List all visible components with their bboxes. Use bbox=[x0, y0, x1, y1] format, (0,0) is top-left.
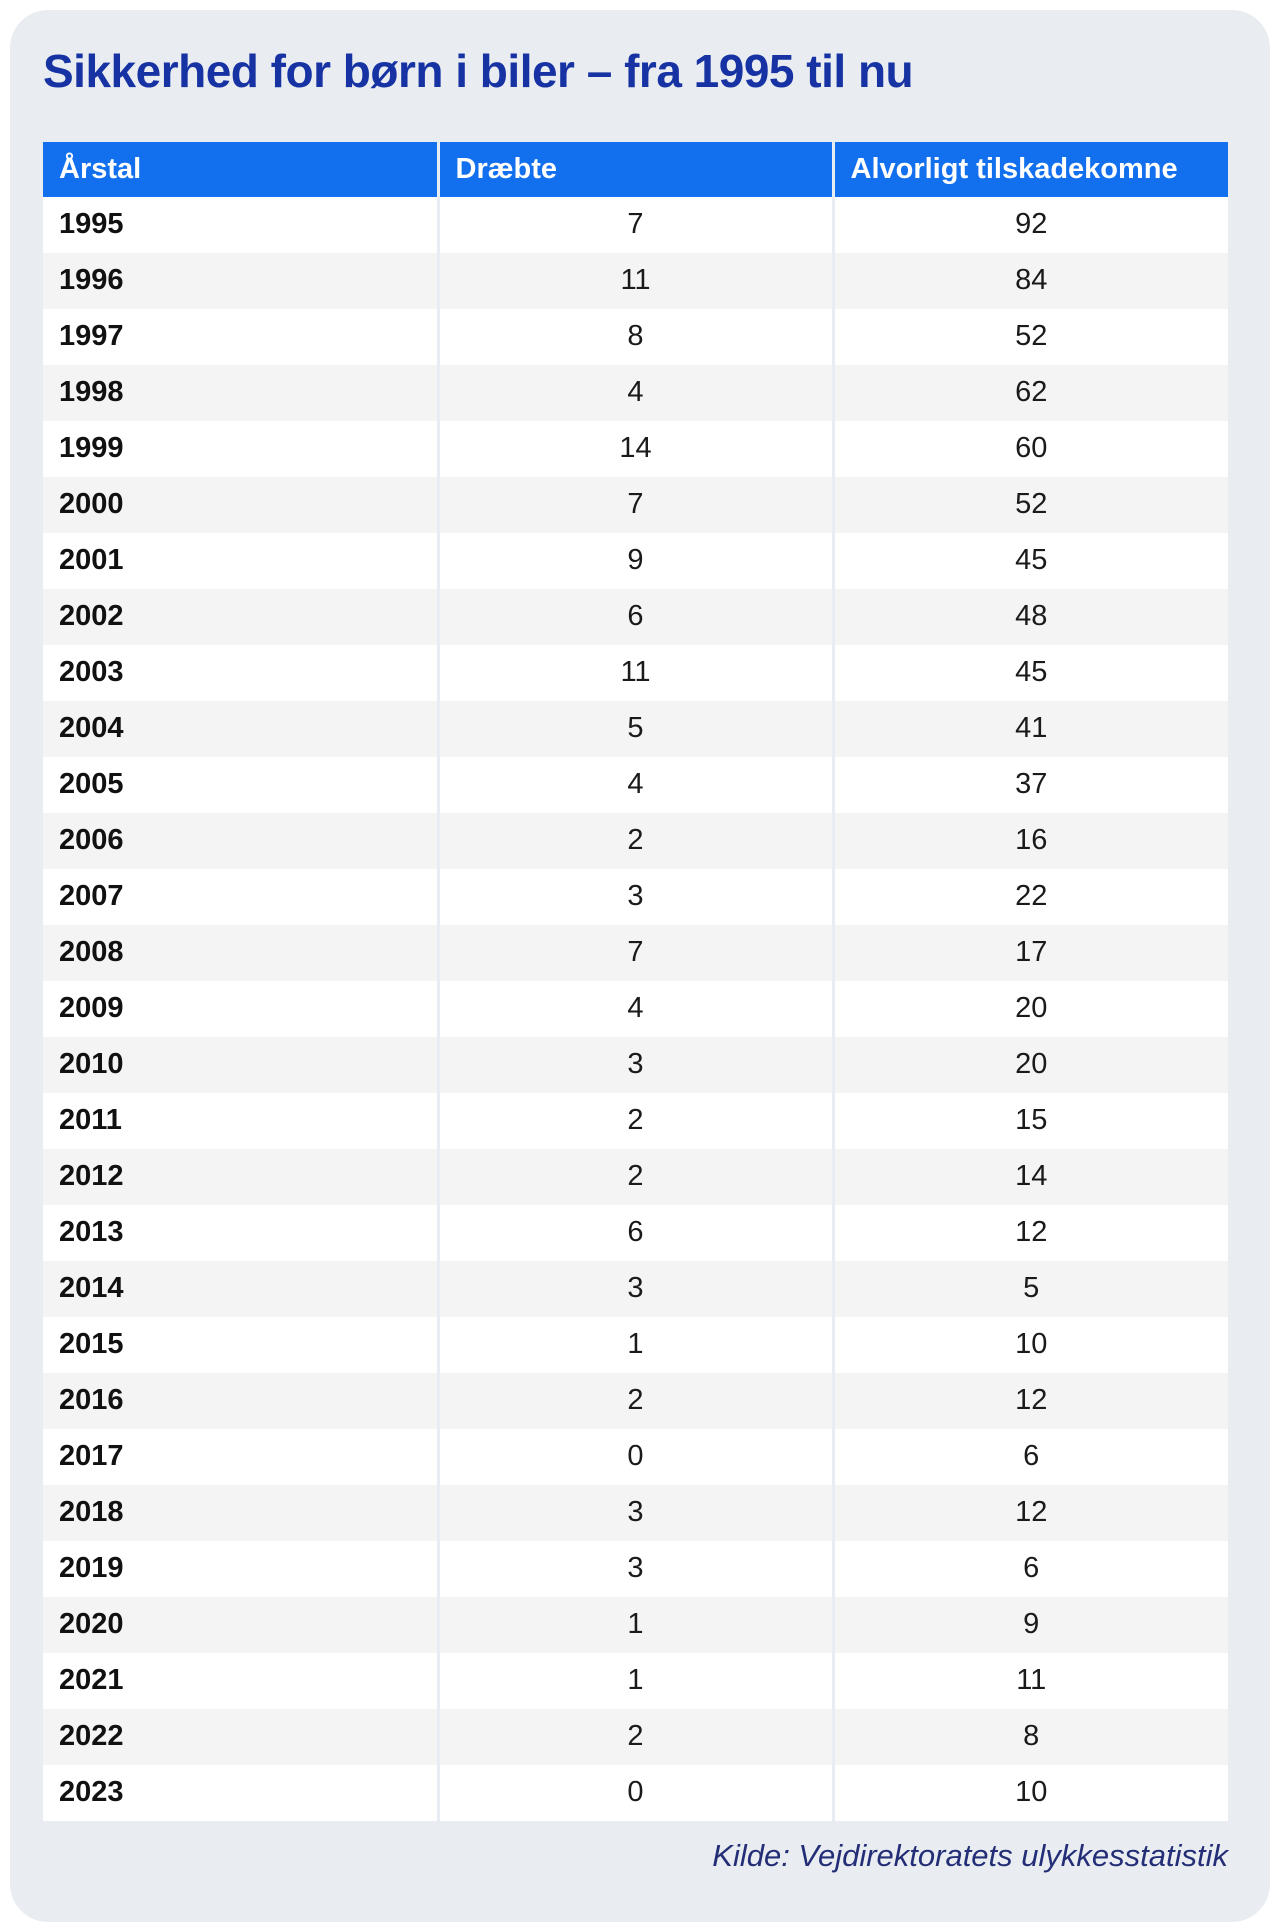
table-row bbox=[43, 1093, 1228, 1149]
table-row bbox=[43, 1373, 1228, 1429]
year-cell: 2003 bbox=[59, 656, 124, 689]
killed-cell: 11 bbox=[438, 253, 833, 309]
table-row bbox=[43, 1597, 1228, 1653]
seriously-injured-cell: 6 bbox=[833, 1541, 1228, 1597]
seriously-injured-cell: 10 bbox=[833, 1765, 1228, 1821]
table-row bbox=[43, 1149, 1228, 1205]
seriously-injured-cell: 45 bbox=[833, 645, 1228, 701]
table-row bbox=[43, 1541, 1228, 1597]
year-cell: 1997 bbox=[59, 320, 124, 353]
killed-cell: 1 bbox=[438, 1317, 833, 1373]
year-cell: 2000 bbox=[59, 488, 124, 521]
killed-cell: 3 bbox=[438, 1485, 833, 1541]
year-cell: 2002 bbox=[59, 600, 124, 633]
killed-cell: 8 bbox=[438, 309, 833, 365]
table-row bbox=[43, 757, 1228, 813]
table-row bbox=[43, 309, 1228, 365]
header-row bbox=[43, 142, 1228, 197]
table-row bbox=[43, 533, 1228, 589]
killed-cell: 2 bbox=[438, 813, 833, 869]
table-row bbox=[43, 1429, 1228, 1485]
table-row bbox=[43, 1205, 1228, 1261]
seriously-injured-cell: 6 bbox=[833, 1429, 1228, 1485]
table-row bbox=[43, 981, 1228, 1037]
seriously-injured-cell: 22 bbox=[833, 869, 1228, 925]
table-row bbox=[43, 1765, 1228, 1821]
seriously-injured-cell: 41 bbox=[833, 701, 1228, 757]
killed-cell: 3 bbox=[438, 1261, 833, 1317]
year-cell: 2006 bbox=[59, 824, 124, 857]
killed-cell: 3 bbox=[438, 1037, 833, 1093]
killed-cell: 4 bbox=[438, 365, 833, 421]
killed-cell: 4 bbox=[438, 757, 833, 813]
year-cell: 2022 bbox=[59, 1720, 124, 1753]
year-cell: 2011 bbox=[59, 1104, 122, 1137]
seriously-injured-cell: 9 bbox=[833, 1597, 1228, 1653]
seriously-injured-cell: 12 bbox=[833, 1485, 1228, 1541]
year-cell: 2014 bbox=[59, 1272, 124, 1305]
table-row bbox=[43, 589, 1228, 645]
col-header-killed: Dræbte bbox=[438, 142, 833, 197]
killed-cell: 6 bbox=[438, 1205, 833, 1261]
table-row bbox=[43, 869, 1228, 925]
seriously-injured-cell: 60 bbox=[833, 421, 1228, 477]
seriously-injured-cell: 14 bbox=[833, 1149, 1228, 1205]
page-title: Sikkerhed for børn i biler – fra 1995 til nu bbox=[43, 45, 914, 97]
seriously-injured-cell: 92 bbox=[833, 197, 1228, 253]
year-cell: 2019 bbox=[59, 1552, 124, 1585]
table-row bbox=[43, 813, 1228, 869]
seriously-injured-cell: 20 bbox=[833, 1037, 1228, 1093]
table-row bbox=[43, 253, 1228, 309]
seriously-injured-cell: 48 bbox=[833, 589, 1228, 645]
seriously-injured-cell: 16 bbox=[833, 813, 1228, 869]
year-cell: 1996 bbox=[59, 264, 124, 297]
killed-cell: 2 bbox=[438, 1709, 833, 1765]
table-row bbox=[43, 1485, 1228, 1541]
killed-cell: 0 bbox=[438, 1765, 833, 1821]
killed-cell: 1 bbox=[438, 1653, 833, 1709]
year-cell: 1995 bbox=[59, 208, 124, 241]
year-cell: 2016 bbox=[59, 1384, 124, 1417]
year-cell: 2008 bbox=[59, 936, 124, 969]
year-cell: 2007 bbox=[59, 880, 124, 913]
table-row bbox=[43, 925, 1228, 981]
year-cell: 2013 bbox=[59, 1216, 124, 1249]
seriously-injured-cell: 15 bbox=[833, 1093, 1228, 1149]
killed-cell: 7 bbox=[438, 477, 833, 533]
killed-cell: 1 bbox=[438, 1597, 833, 1653]
year-cell: 2020 bbox=[59, 1608, 124, 1641]
killed-cell: 14 bbox=[438, 421, 833, 477]
table-body bbox=[43, 197, 1228, 1821]
seriously-injured-cell: 17 bbox=[833, 925, 1228, 981]
killed-cell: 4 bbox=[438, 981, 833, 1037]
year-cell: 1999 bbox=[59, 432, 124, 465]
seriously-injured-cell: 52 bbox=[833, 309, 1228, 365]
killed-cell: 2 bbox=[438, 1093, 833, 1149]
killed-cell: 7 bbox=[438, 925, 833, 981]
seriously-injured-cell: 45 bbox=[833, 533, 1228, 589]
killed-cell: 2 bbox=[438, 1149, 833, 1205]
table-row bbox=[43, 197, 1228, 253]
source-note: Kilde: Vejdirektoratets ulykkesstatistik bbox=[712, 1837, 1228, 1873]
killed-cell: 2 bbox=[438, 1373, 833, 1429]
year-cell: 2015 bbox=[59, 1328, 124, 1361]
table-row bbox=[43, 1653, 1228, 1709]
killed-cell: 3 bbox=[438, 869, 833, 925]
seriously-injured-cell: 62 bbox=[833, 365, 1228, 421]
year-cell: 1998 bbox=[59, 376, 124, 409]
table-row bbox=[43, 365, 1228, 421]
stats-card bbox=[10, 10, 1270, 1922]
table-row bbox=[43, 645, 1228, 701]
killed-cell: 9 bbox=[438, 533, 833, 589]
killed-cell: 11 bbox=[438, 645, 833, 701]
table-row bbox=[43, 1709, 1228, 1765]
seriously-injured-cell: 12 bbox=[833, 1373, 1228, 1429]
killed-cell: 7 bbox=[438, 197, 833, 253]
killed-cell: 5 bbox=[438, 701, 833, 757]
seriously-injured-cell: 12 bbox=[833, 1205, 1228, 1261]
killed-cell: 6 bbox=[438, 589, 833, 645]
table-row bbox=[43, 1037, 1228, 1093]
table-row bbox=[43, 421, 1228, 477]
seriously-injured-cell: 10 bbox=[833, 1317, 1228, 1373]
seriously-injured-cell: 37 bbox=[833, 757, 1228, 813]
seriously-injured-cell: 84 bbox=[833, 253, 1228, 309]
seriously-injured-cell: 8 bbox=[833, 1709, 1228, 1765]
year-cell: 2005 bbox=[59, 768, 124, 801]
killed-cell: 3 bbox=[438, 1541, 833, 1597]
killed-cell: 0 bbox=[438, 1429, 833, 1485]
table-row bbox=[43, 1261, 1228, 1317]
year-cell: 2010 bbox=[59, 1048, 124, 1081]
accidents-table bbox=[43, 142, 1228, 1821]
seriously-injured-cell: 11 bbox=[833, 1653, 1228, 1709]
seriously-injured-cell: 52 bbox=[833, 477, 1228, 533]
year-cell: 2018 bbox=[59, 1496, 124, 1529]
col-header-seriously-injured: Alvorligt tilskadekomne bbox=[833, 142, 1228, 197]
year-cell: 2021 bbox=[59, 1664, 124, 1697]
table-row bbox=[43, 1317, 1228, 1373]
seriously-injured-cell: 5 bbox=[833, 1261, 1228, 1317]
year-cell: 2004 bbox=[59, 712, 124, 745]
table-row bbox=[43, 477, 1228, 533]
year-cell: 2009 bbox=[59, 992, 124, 1025]
year-cell: 2001 bbox=[59, 544, 124, 577]
col-header-year: Årstal bbox=[43, 142, 438, 197]
year-cell: 2023 bbox=[59, 1776, 124, 1809]
seriously-injured-cell: 20 bbox=[833, 981, 1228, 1037]
year-cell: 2017 bbox=[59, 1440, 124, 1473]
year-cell: 2012 bbox=[59, 1160, 124, 1193]
table-row bbox=[43, 701, 1228, 757]
